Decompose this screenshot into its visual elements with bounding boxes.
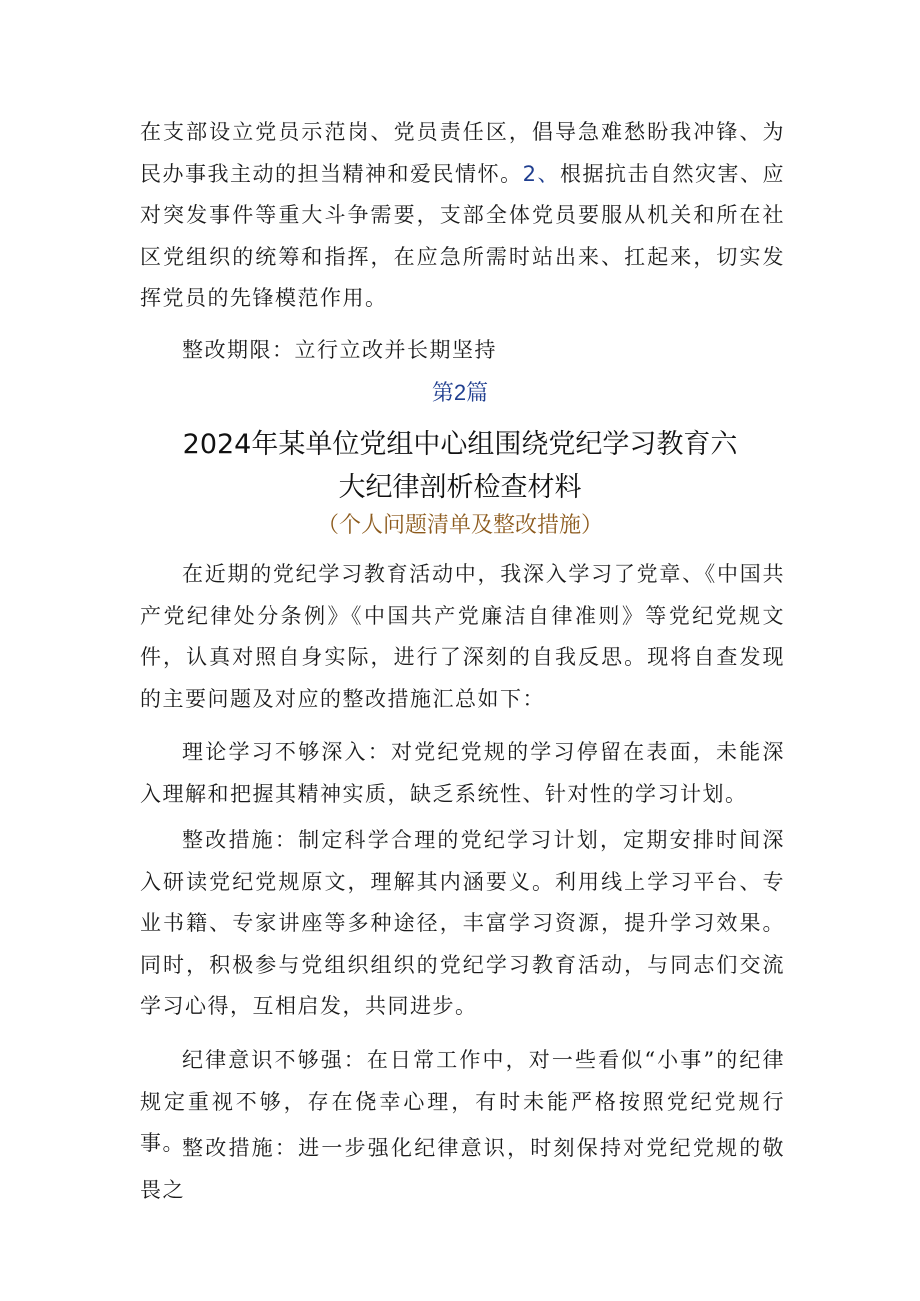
document-title-line2: 大纪律剖析检查材料 bbox=[338, 472, 582, 503]
document-title-line1: 2024年某单位党组中心组围绕党纪学习教育六 bbox=[182, 429, 738, 460]
intro-paragraph: 在近期的党纪学习教育活动中，我深入学习了党章、《中国共产党纪律处分条例》《中国共产党廉洁自律准则》等党纪党规文件，认真对照自身实际，进行了深刻的自我反思。现将自查发现的主要问题及对应的整改措施汇总如下： bbox=[140, 562, 785, 711]
issue-discipline-awareness: 纪律意识不够强：在日常工作中，对一些看似“小事”的纪律规定重视不够，存在侥幸心理，有时未能严格按照党纪党规行事。 bbox=[140, 1048, 785, 1155]
paragraph-text-part1: 在支部设立党员示范岗、党员责任区，倡导急难愁盼我冲锋、为民办事我主动的担当精神和爱民情怀。 bbox=[140, 120, 785, 186]
document-subtitle: （个人问题清单及整改措施） bbox=[316, 513, 603, 538]
rectification-deadline: 整改期限：立行立改并长期坚持 bbox=[182, 338, 497, 362]
paragraph-text-part2: 根据抗击自然灾害、应对突发事件等重大斗争需要，支部全体党员要服从机关和所在社区党组织的统筹和指挥，在应急所需时站出来、扛起来，切实发挥党员的先锋模范作用。 bbox=[140, 161, 785, 310]
item-number: 2、 bbox=[522, 161, 560, 186]
article-number-label: 第2篇 bbox=[431, 380, 489, 405]
measure-discipline-awareness: 整改措施：进一步强化纪律意识，时刻保持对党纪党规的敬畏之 bbox=[140, 1136, 785, 1202]
issue-theory-study: 理论学习不够深入：对党纪党规的学习停留在表面，未能深入理解和把握其精神实质，缺乏系统性、针对性的学习计划。 bbox=[140, 740, 785, 806]
measure-theory-study: 整改措施：制定科学合理的党纪学习计划，定期安排时间深入研读党纪党规原文，理解其内涵要义。利用线上学习平台、专业书籍、专家讲座等多种途径，丰富学习资源，提升学习效果。同时，积极参与党组织组织的党纪学习教育活动，与同志们交流学习心得，互相启发，共同进步。 bbox=[140, 828, 785, 1018]
paragraph-continuation bbox=[140, 112, 785, 320]
